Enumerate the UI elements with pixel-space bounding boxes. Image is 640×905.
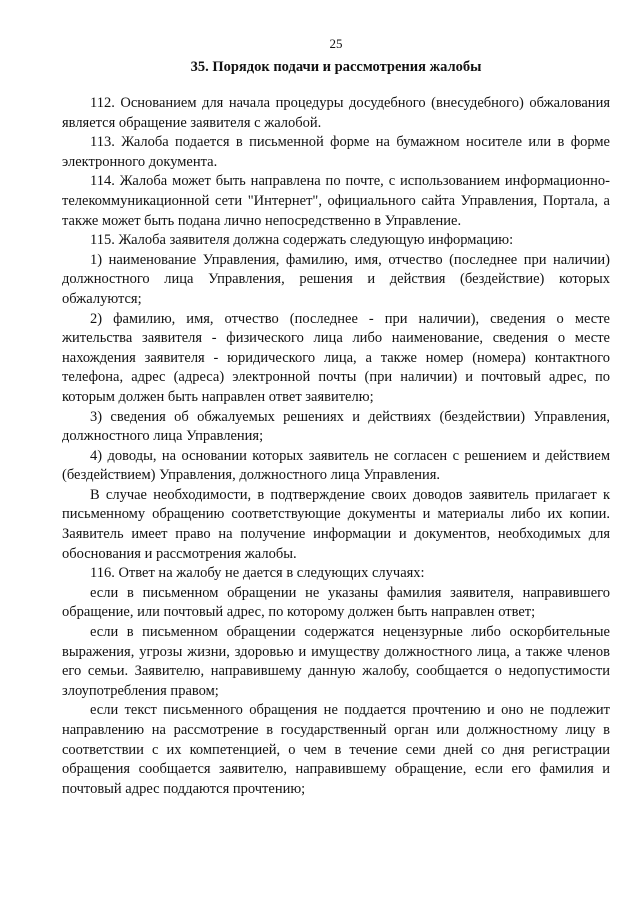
paragraph-supporting-documents: В случае необходимости, в подтверждение своих доводов заявитель прилагает к письменному обращению соответствующие документы и материалы либо их копии. Заявитель имеет право на получение информации и документов, необходимых для обоснования и рассмотрения жалобы. (62, 486, 610, 562)
list-item-4: 4) доводы, на основании которых заявитель не согласен с решением и действием (бездействием) Управления, должностного лица Управления. (62, 447, 610, 484)
case-offensive-language: если в письменном обращении содержатся нецензурные либо оскорбительные выражения, угрозы жизни, здоровью и имуществу должностного лица, а также членов его семьи. Заявителю, направившему данную жалобу, сообщается о недопустимости злоупотребления правом; (62, 624, 610, 699)
list-item-3: 3) сведения об обжалуемых решениях и действиях (бездействии) Управления, должностного лица Управления; (62, 408, 610, 445)
paragraph-116: 116. Ответ на жалобу не дается в следующих случаях: (90, 565, 425, 582)
list-item-1: 1) наименование Управления, фамилию, имя, отчество (последнее при наличии) должностного лица Управления, решения и действия (бездействие) которых обжалуются; (62, 251, 610, 307)
paragraph-112: 112. Основанием для начала процедуры досудебного (внесудебного) обжалования является обращение заявителя с жалобой. (62, 95, 610, 131)
paragraph-113: 113. Жалоба подается в письменной форме на бумажном носителе или в форме электронного документа. (62, 134, 610, 170)
paragraph-115: 115. Жалоба заявителя должна содержать следующую информацию: (90, 232, 514, 249)
page-number: 25 (329, 36, 343, 51)
case-no-name-or-address: если в письменном обращении не указаны фамилия заявителя, направившего обращение, или почтовый адрес, по которому должен быть направлен ответ; (62, 584, 610, 621)
paragraph-114: 114. Жалоба может быть направлена по почте, с использованием информационно-телекоммуникационной сети "Интернет", официального сайта Управления, Портала, а также может быть подана лично непосредственно в Управление. (62, 173, 610, 229)
list-item-2: 2) фамилию, имя, отчество (последнее - при наличии), сведения о месте жительства заявителя - физического лица либо наименование, сведения о месте нахождения заявителя - юридического лица, а также номер (номера) контактного телефона, адрес (адреса) электронной почты (при наличии) и почтовый адрес, по которым должен быть направлен ответ заявителю; (62, 310, 610, 405)
case-unreadable-text: если текст письменного обращения не поддается прочтению и оно не подлежит направлению на рассмотрение в государственный орган или должностному лицу в соответствии с их компетенцией, о чем в течение семи дней со дня регистрации обращения сообщается заявителю, направившему обращение, если его фамилия и почтовый адрес поддаются прочтению; (62, 702, 610, 797)
section-title: 35. Порядок подачи и рассмотрения жалобы (190, 59, 482, 75)
document-page (62, 36, 610, 799)
